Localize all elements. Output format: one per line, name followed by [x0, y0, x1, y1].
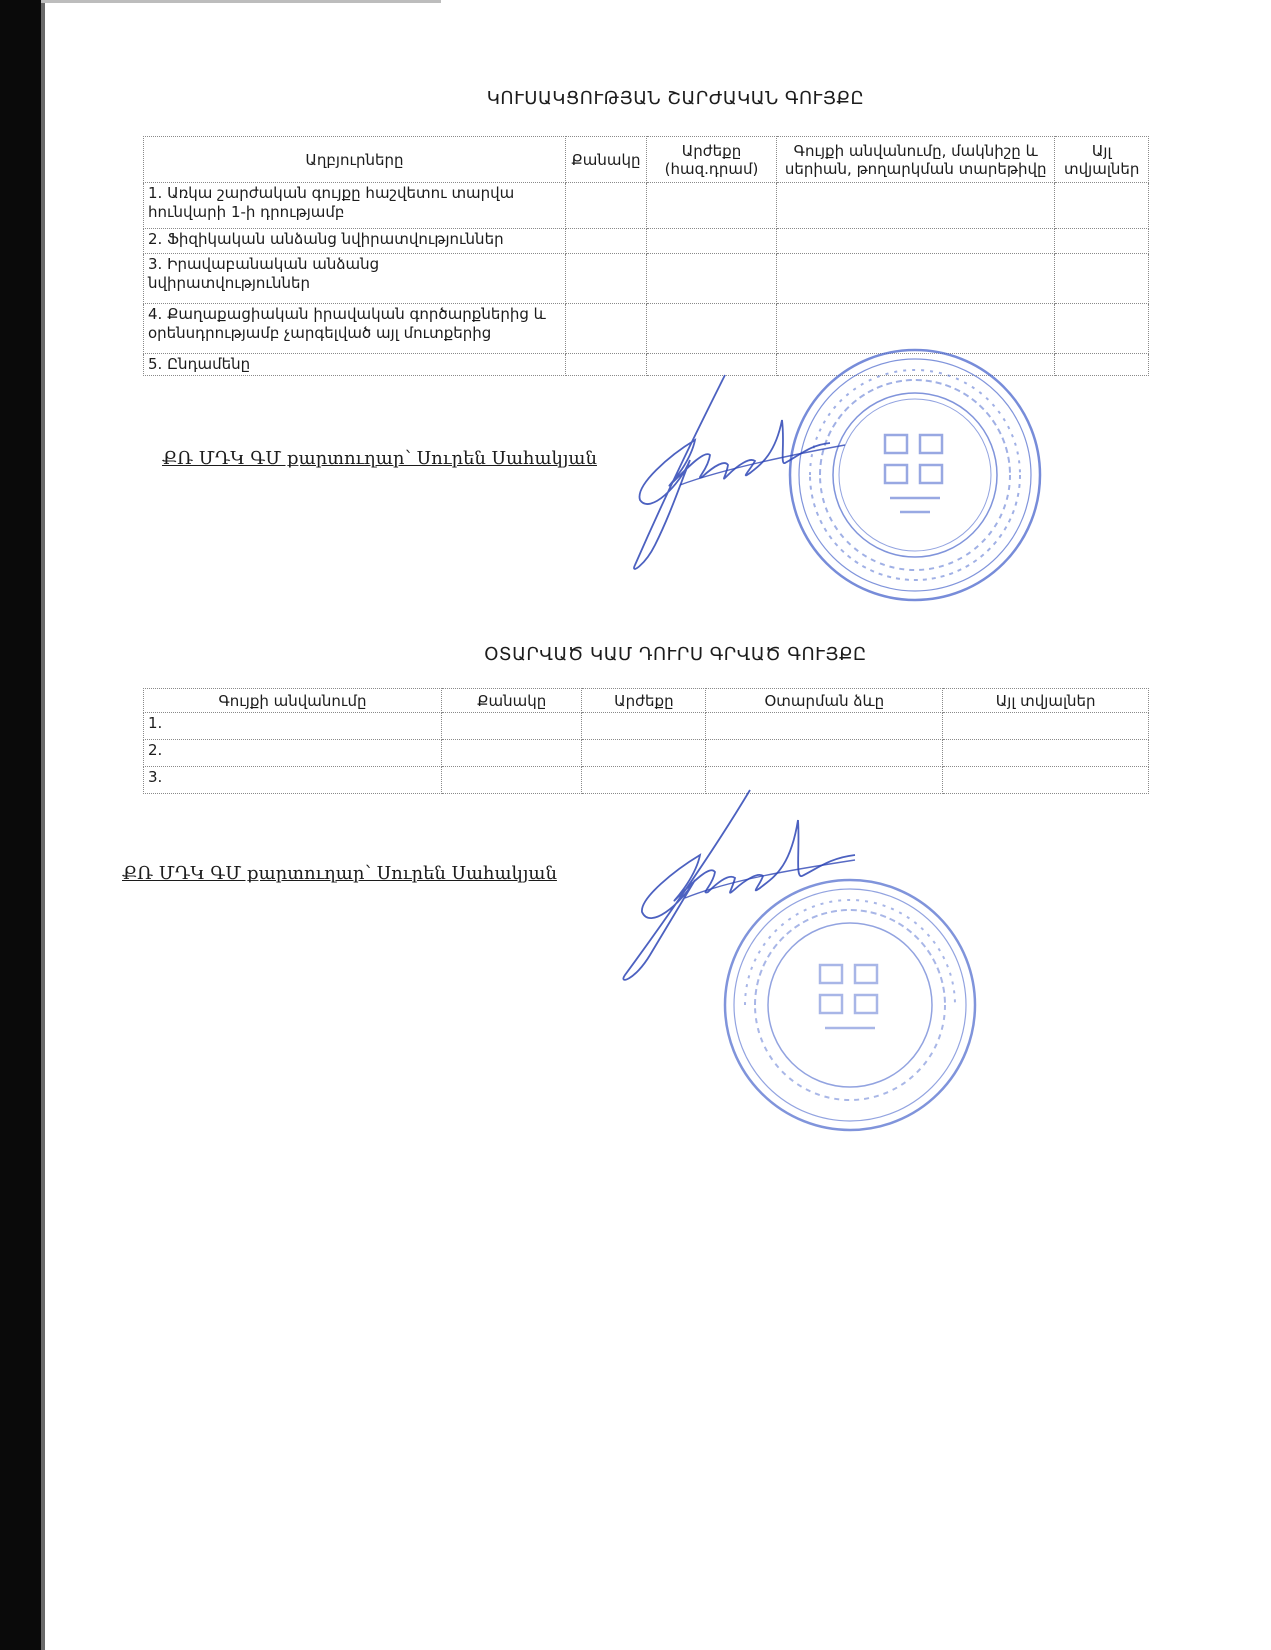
table-header-row	[144, 689, 1149, 713]
handwritten-signature	[610, 365, 870, 575]
section-2-title: ՕՏԱՐՎԱԾ ԿԱՄ ԴՈՒՐՍ ԳՐՎԱԾ ԳՈՒՅՔԸ	[484, 644, 867, 665]
handwritten-signature	[600, 780, 880, 990]
column-header: Արժեքը (հազ.դրամ)	[647, 137, 777, 183]
column-header: Գույքի անվանումը, մակնիշը և սերիան, թողարկման տարեթիվը	[776, 137, 1055, 183]
table-row	[144, 713, 1149, 740]
row-label: 2.	[144, 740, 442, 767]
row-label: 1. Առկա շարժական գույքը հաշվետու տարվա հունվարի 1-ի դրությամբ	[144, 183, 566, 229]
row-label: 3. Իրավաբանական անձանց նվիրատվություններ	[144, 254, 566, 304]
section-1-title: ԿՈՒՍԱԿՑՈՒԹՅԱՆ ՇԱՐԺԱԿԱՆ ԳՈՒՅՔԸ	[486, 88, 865, 109]
column-header: Արժեքը	[582, 689, 706, 713]
secretary-signature-line: ՔՌ ՄԴԿ ԳՄ քարտուղար՝ Սուրեն Սահակյան	[162, 448, 597, 469]
column-header: Օտարման ձևը	[706, 689, 943, 713]
table-row	[144, 254, 1149, 304]
column-header: Այլ տվյալներ	[943, 689, 1149, 713]
column-header: Գույքի անվանումը	[144, 689, 442, 713]
column-header: Քանակը	[565, 137, 646, 183]
scan-top-edge	[41, 0, 441, 3]
table-row	[144, 183, 1149, 229]
secretary-signature-line: ՔՌ ՄԴԿ ԳՄ քարտուղար՝ Սուրեն Սահակյան	[122, 863, 557, 884]
column-header: Աղբյուրները	[144, 137, 566, 183]
row-label: 1.	[144, 713, 442, 740]
table-header-row	[144, 137, 1149, 183]
table-row	[144, 740, 1149, 767]
disposed-property-table	[143, 688, 1149, 794]
row-label: 2. Ֆիզիկական անձանց նվիրատվություններ	[144, 229, 566, 254]
column-header: Այլ տվյալներ	[1055, 137, 1149, 183]
scan-border-shadow	[41, 0, 45, 1650]
row-label: 3.	[144, 767, 442, 794]
row-label: 5. Ընդամենը	[144, 354, 566, 376]
column-header: Քանակը	[441, 689, 582, 713]
scan-border	[0, 0, 41, 1650]
row-label: 4. Քաղաքացիական իրավական գործարքներից և օրենսդրությամբ չարգելված այլ մուտքերից	[144, 304, 566, 354]
table-row	[144, 229, 1149, 254]
